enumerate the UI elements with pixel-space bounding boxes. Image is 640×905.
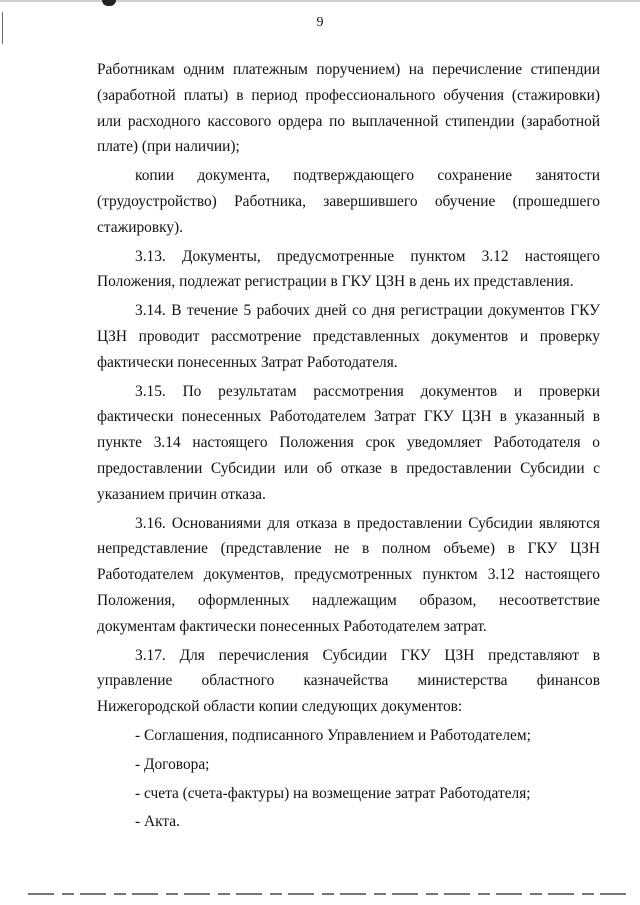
paragraph: 3.17. Для перечисления Субсидии ГКУ ЦЗН представляют в управление областного казначейства министерства финансов Нижегородской области копии следующих документов: — [97, 646, 600, 716]
list-item: - Акта. — [135, 813, 180, 831]
list-item: - Соглашения, подписанного Управлением и Работодателем; — [135, 726, 531, 744]
page-number: 9 — [316, 15, 324, 30]
paragraph: 3.16. Основаниями для отказа в предоставлении Субсидии являются непредставление (представление не в полном объеме) в ГКУ ЦЗН Работодателем документов, предусмотренных пунктом 3.12 настоящего Положения, оформленных надлежащим образом, несоответствие документам фактически понесенных Работодателем затрат. — [97, 514, 600, 635]
paragraph: копии документа, подтверждающего сохранение занятости (трудоустройство) Работника, завершившего обучение (прошедшего стажировку). — [97, 167, 600, 236]
scan-edge — [0, 0, 640, 2]
document-body — [97, 57, 600, 835]
scan-artifact — [102, 0, 116, 6]
list-item: - Договора; — [135, 755, 210, 773]
paragraph: 3.15. По результатам рассмотрения документов и проверки фактически понесенных Работодателем Затрат ГКУ ЦЗН в указанный в пункте 3.14 настоящего Положения срок уведомляет Работодателя о предоставлении Субсидии или об отказе в предоставлении Субсидии с указанием причин отказа. — [97, 382, 600, 503]
scan-edge — [28, 893, 628, 895]
paragraph: Работникам одним платежным поручением) на перечисление стипендии (заработной платы) в период профессионального обучения (стажировки) или расходного кассового ордера по выплаченной стипендии (заработной плате) (при наличии); — [97, 61, 600, 156]
paragraph: 3.13. Документы, предусмотренные пунктом 3.12 настоящего Положения, подлежат регистрации в ГКУ ЦЗН в день их представления. — [97, 247, 600, 291]
list-item: - счета (счета-фактуры) на возмещение затрат Работодателя; — [135, 784, 531, 802]
paragraph: 3.14. В течение 5 рабочих дней со дня регистрации документов ГКУ ЦЗН проводит рассмотрение представленных документов и проверку фактически понесенных Затрат Работодателя. — [97, 302, 600, 371]
